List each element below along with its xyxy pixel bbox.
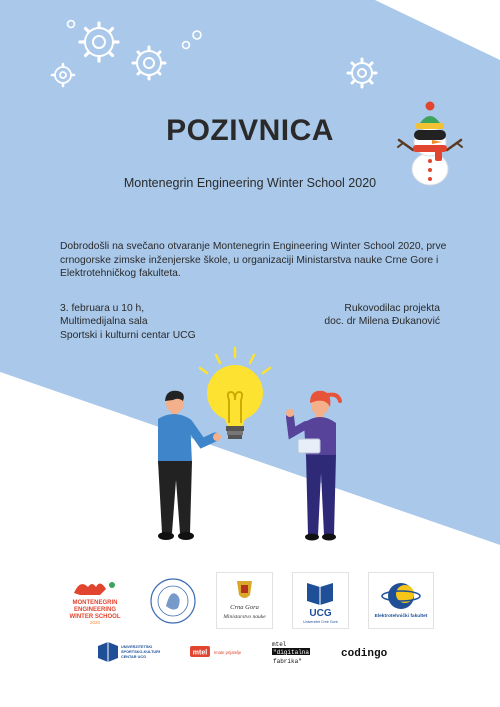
seal-icon <box>148 576 198 628</box>
etf-globe-icon <box>369 573 433 628</box>
illustration <box>140 345 360 550</box>
mews-line-2: ENGINEERING <box>73 607 117 613</box>
logo-mews <box>66 575 124 625</box>
svg-text:UNIVERZITETSKI: UNIVERZITETSKI <box>121 645 153 649</box>
codingo-name: codingo <box>341 648 388 660</box>
fabrika-line-3: fabrika" <box>273 658 302 665</box>
ucg-acronym: UCG <box>309 608 332 619</box>
ucg-name: Univerzitet Crne Gore <box>303 620 338 624</box>
intro-paragraph: Dobrodošli na svečano otvaranje Montenegrin Engineering Winter School 2020, prve crnogorske zimske inženjerske škole, u organizaciji Ministarstva nauke Crne Gore i Elektrotehničkog fakulteta. <box>60 241 447 279</box>
logo-seal <box>148 576 198 628</box>
logo-ministry <box>216 572 273 629</box>
logo-mtel <box>190 644 252 660</box>
skc-icon <box>96 640 160 664</box>
event-date: 3. februara u 10 h, <box>60 303 145 314</box>
logo-etf <box>368 572 434 629</box>
logo-ucg <box>292 572 349 629</box>
gear-icon <box>133 47 165 79</box>
ministry-name: Ministarstvo nauke <box>223 614 266 620</box>
leader-name: doc. dr Milena Đukanović <box>324 316 440 328</box>
event-details <box>60 302 260 342</box>
logo-skc <box>96 640 160 664</box>
svg-text:CENTAR UCG: CENTAR UCG <box>121 655 147 659</box>
project-leader <box>240 302 440 329</box>
event-venue: Sportski i kulturni centar UCG <box>60 329 196 341</box>
lightbulb-icon <box>200 348 270 439</box>
mews-line-1: MONTENEGRIN <box>72 600 118 606</box>
gear-icon <box>187 25 207 45</box>
ministry-country: Crna Gora <box>230 604 259 611</box>
fabrika-icon <box>270 638 314 666</box>
mtel-icon <box>190 644 252 660</box>
small-circle-icon <box>68 21 75 28</box>
gears-group <box>45 15 205 90</box>
mtel-name: mtel <box>192 649 208 657</box>
svg-text:SPORTSKO-KULTURNI: SPORTSKO-KULTURNI <box>121 650 160 654</box>
mews-line-3: WINTER SCHOOL <box>69 614 121 620</box>
etf-name: Elektrotehnički fakultet <box>374 614 428 619</box>
page-title: POZIVNICA <box>166 114 334 147</box>
coat-of-arms-icon <box>217 573 272 628</box>
gear-icon <box>52 64 74 86</box>
man-figure <box>158 391 221 540</box>
mews-year: 2020 <box>89 620 101 625</box>
fabrika-line-1: mtel <box>272 641 287 648</box>
maple-leaf-icon <box>66 575 124 625</box>
logo-codingo <box>340 643 400 661</box>
logo-digitalna-fabrika <box>270 638 314 666</box>
book-icon <box>293 573 348 628</box>
event-subtitle: Montenegrin Engineering Winter School 2020 <box>123 176 377 190</box>
codingo-icon <box>340 643 400 661</box>
leader-role: Rukovodilac projekta <box>344 303 440 314</box>
woman-figure <box>286 391 340 541</box>
gear-icon <box>340 55 385 95</box>
mtel-tagline: Imate prijatelje <box>214 650 242 655</box>
fabrika-line-2: "digitalna <box>273 649 310 656</box>
gear-icon <box>80 23 118 61</box>
event-hall: Multimedijalna sala <box>60 316 148 328</box>
